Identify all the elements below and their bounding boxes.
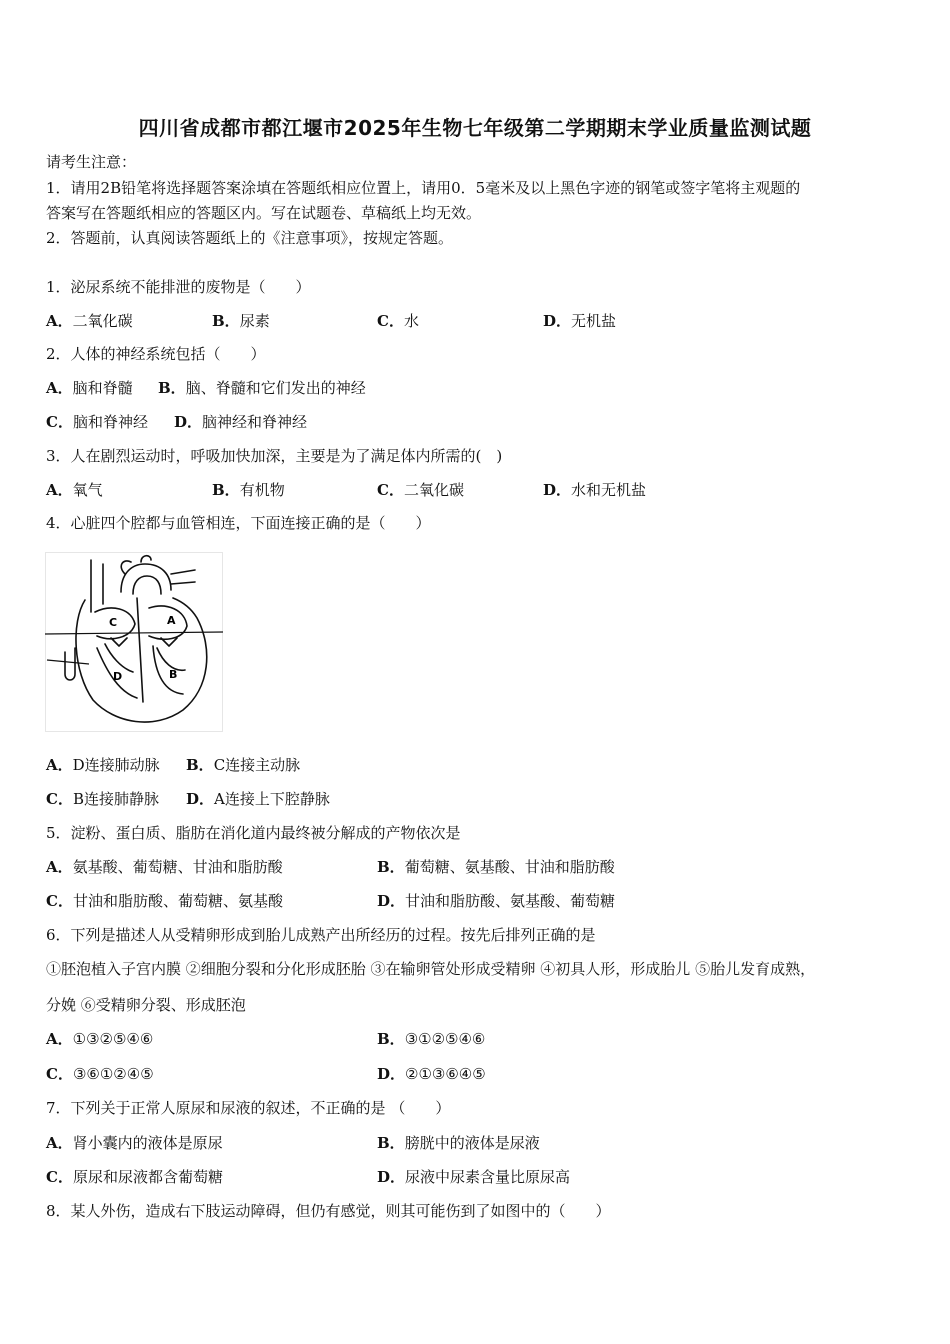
- question-stem: 6．下列是描述人从受精卵形成到胎儿成熟产出所经历的过程。按先后排列正确的是: [46, 926, 596, 944]
- heart-diagram: [45, 552, 223, 732]
- question-stem: 3．人在剧烈运动时，呼吸加快加深，主要是为了满足体内所需的( ): [46, 447, 503, 465]
- question-stem-continued: ①胚泡植入子宫内膜 ②细胞分裂和分化形成胚胎 ③在输卵管处形成受精卵 ④初具人形，形成胎儿 ⑤胎儿发育成熟，: [46, 960, 816, 978]
- option-d: D．尿液中尿素含量比原尿高: [377, 1168, 571, 1186]
- option-d: D．甘油和脂肪酸、氨基酸、葡萄糖: [377, 892, 616, 910]
- option-a: A．①③②⑤④⑥: [46, 1030, 154, 1048]
- option-c: C．水: [377, 312, 419, 330]
- page-title: 四川省成都市都江堰市2025年生物七年级第二学期期末学业质量监测试题: [138, 116, 812, 140]
- option-b: B．C连接主动脉: [186, 756, 301, 774]
- option-a: A．二氧化碳: [46, 312, 133, 330]
- option-c: C．脑和脊神经: [46, 413, 148, 431]
- chamber-label-d: D: [113, 670, 123, 683]
- option-b: B．③①②⑤④⑥: [377, 1030, 486, 1048]
- question-stem: 5．淀粉、蛋白质、脂肪在消化道内最终被分解成的产物依次是: [46, 824, 461, 842]
- question-stem: 7．下列关于正常人原尿和尿液的叙述，不正确的是 （ ）: [46, 1099, 451, 1117]
- question-stem: 2．人体的神经系统包括（ ）: [46, 345, 266, 363]
- option-b: B．尿素: [212, 312, 270, 330]
- chamber-label-c: C: [109, 616, 118, 629]
- option-b: B．葡萄糖、氨基酸、甘油和脂肪酸: [377, 858, 615, 876]
- notice-heading: 请考生注意：: [46, 153, 137, 171]
- option-d: D．水和无机盐: [543, 481, 647, 499]
- chamber-label-a: A: [167, 614, 176, 627]
- option-c: C．B连接肺静脉: [46, 790, 159, 808]
- option-d: D．②①③⑥④⑤: [377, 1065, 486, 1083]
- option-b: B．有机物: [212, 481, 285, 499]
- option-c: C．原尿和尿液都含葡萄糖: [46, 1168, 223, 1186]
- notice-item: 答案写在答题纸相应的答题区内。写在试题卷、草稿纸上均无效。: [46, 204, 482, 222]
- option-b: B．膀胱中的液体是尿液: [377, 1134, 540, 1152]
- notice-item: 1．请用2B铅笔将选择题答案涂填在答题纸相应位置上，请用0．5毫米及以上黑色字迹的钢笔或签字笔将主观题的: [46, 179, 801, 197]
- notice-item: 2．答题前，认真阅读答题纸上的《注意事项》，按规定答题。: [46, 229, 454, 247]
- question-stem: 8．某人外伤，造成右下肢运动障碍，但仍有感觉，则其可能伤到了如图中的（ ）: [46, 1202, 611, 1220]
- option-c: C．二氧化碳: [377, 481, 464, 499]
- question-stem: 4．心脏四个腔都与血管相连，下面连接正确的是（ ）: [46, 514, 431, 532]
- question-stem: 1．泌尿系统不能排泄的废物是（ ）: [46, 278, 311, 296]
- option-b: B．脑、脊髓和它们发出的神经: [158, 379, 366, 397]
- option-c: C．③⑥①②④⑤: [46, 1065, 154, 1083]
- option-a: A．脑和脊髓: [46, 379, 133, 397]
- option-d: D．无机盐: [543, 312, 617, 330]
- chamber-label-b: B: [169, 668, 178, 681]
- option-a: A．肾小囊内的液体是原尿: [46, 1134, 223, 1152]
- option-a: A．D连接肺动脉: [46, 756, 160, 774]
- option-d: D．A连接上下腔静脉: [186, 790, 330, 808]
- option-a: A．氨基酸、葡萄糖、甘油和脂肪酸: [46, 858, 283, 876]
- option-a: A．氧气: [46, 481, 103, 499]
- question-stem-continued: 分娩 ⑥受精卵分裂、形成胚泡: [46, 996, 246, 1014]
- option-d: D．脑神经和脊神经: [174, 413, 308, 431]
- option-c: C．甘油和脂肪酸、葡萄糖、氨基酸: [46, 892, 283, 910]
